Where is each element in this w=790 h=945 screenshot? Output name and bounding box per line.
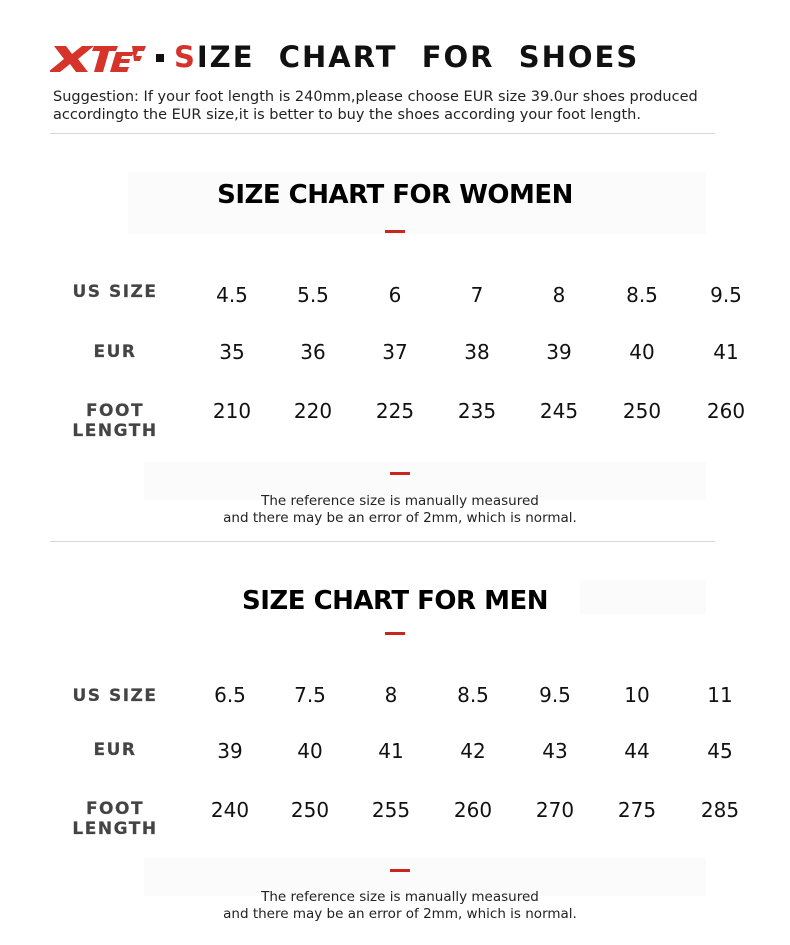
men-foot-cell: 285 <box>700 798 740 822</box>
page-title-first-letter: S <box>174 40 197 74</box>
women-note-dash <box>390 472 410 475</box>
women-us-cell: 4.5 <box>216 283 248 307</box>
women-us-cell: 6 <box>388 283 402 307</box>
divider-middle <box>50 541 715 542</box>
women-title-dash <box>385 230 405 233</box>
women-note-line-1: The reference size is manually measured <box>261 493 539 509</box>
logo-text: XTEP <box>50 40 53 41</box>
men-eur-cell: 41 <box>378 739 404 763</box>
suggestion-line-2: accordingto the EUR size,it is better to buy the shoes according your foot length. <box>53 107 641 123</box>
men-note-line-1: The reference size is manually measured <box>261 889 539 905</box>
women-us-cell: 8.5 <box>626 283 658 307</box>
women-foot-cell: 210 <box>212 399 252 423</box>
men-foot-cell: 275 <box>617 798 657 822</box>
men-foot-cell: 260 <box>453 798 493 822</box>
women-us-cell: 8 <box>552 283 566 307</box>
men-eur-cell: 45 <box>707 739 733 763</box>
women-eur-cell: 37 <box>382 340 408 364</box>
men-eur-cell: 39 <box>217 739 243 763</box>
women-eur-cell: 35 <box>219 340 245 364</box>
women-eur-cell: 40 <box>629 340 655 364</box>
women-eur-cell: 41 <box>713 340 739 364</box>
men-note <box>0 889 790 923</box>
xtep-logo <box>50 40 146 76</box>
men-foot-cell: 250 <box>290 798 330 822</box>
women-foot-cell: 225 <box>375 399 415 423</box>
women-foot-length-label: FOOT LENGTH <box>72 401 158 441</box>
women-eur-label: EUR <box>93 342 137 362</box>
men-title-dash <box>385 632 405 635</box>
women-us-cell: 7 <box>470 283 484 307</box>
men-us-cell: 10 <box>624 683 650 707</box>
men-foot-cell: 255 <box>371 798 411 822</box>
men-eur-cell: 43 <box>542 739 568 763</box>
men-us-cell: 11 <box>707 683 733 707</box>
men-foot-cell: 240 <box>210 798 250 822</box>
women-note <box>0 493 790 527</box>
men-us-cell: 7.5 <box>294 683 326 707</box>
men-eur-cell: 42 <box>460 739 486 763</box>
women-us-size-label: US SIZE <box>72 282 158 302</box>
women-eur-cell: 36 <box>300 340 326 364</box>
men-note-line-2: and there may be an error of 2mm, which is normal. <box>223 906 577 922</box>
women-note-line-2: and there may be an error of 2mm, which is normal. <box>223 510 577 526</box>
page-title <box>174 40 639 74</box>
women-eur-cell: 39 <box>546 340 572 364</box>
men-eur-cell: 44 <box>624 739 650 763</box>
suggestion-line-1: Suggestion: If your foot length is 240mm,please choose EUR size 39.0ur shoes produced <box>53 89 698 105</box>
women-foot-cell: 250 <box>622 399 662 423</box>
suggestion-text <box>53 88 733 124</box>
men-section-title: SIZE CHART FOR MEN <box>242 586 548 616</box>
men-us-cell: 6.5 <box>214 683 246 707</box>
women-eur-cell: 38 <box>464 340 490 364</box>
men-foot-length-label: FOOT LENGTH <box>72 799 158 839</box>
title-bullet <box>156 54 164 62</box>
men-eur-cell: 40 <box>297 739 323 763</box>
men-us-size-label: US SIZE <box>72 686 158 706</box>
men-foot-cell: 270 <box>535 798 575 822</box>
women-foot-cell: 235 <box>457 399 497 423</box>
women-foot-cell: 245 <box>539 399 579 423</box>
men-eur-label: EUR <box>93 740 137 760</box>
women-us-cell: 5.5 <box>297 283 329 307</box>
men-us-cell: 8.5 <box>457 683 489 707</box>
men-us-cell: 8 <box>384 683 398 707</box>
men-us-cell: 9.5 <box>539 683 571 707</box>
women-us-cell: 9.5 <box>710 283 742 307</box>
women-foot-cell: 260 <box>706 399 746 423</box>
divider-top <box>50 133 715 134</box>
page-title-rest: IZE CHART FOR SHOES <box>196 40 640 74</box>
women-foot-cell: 220 <box>293 399 333 423</box>
men-note-dash <box>390 869 410 872</box>
women-section-title: SIZE CHART FOR WOMEN <box>217 180 573 210</box>
